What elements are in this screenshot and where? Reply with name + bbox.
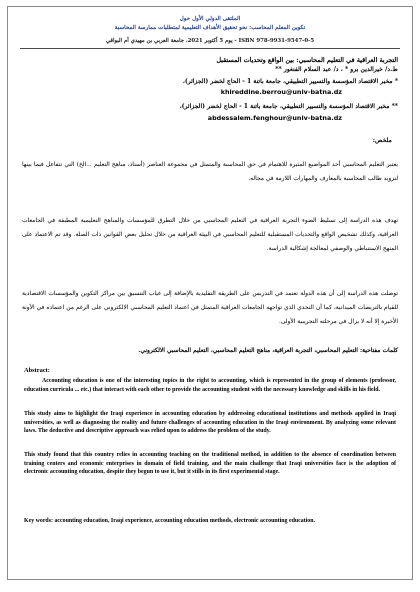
paper-authors: ط.د/ خيرالدين برو * ، د/ عبد السلام الفنغور ** bbox=[275, 66, 398, 73]
english-abstract-heading: Abstract: bbox=[24, 367, 50, 374]
author2-affiliation: ** مخبر الاقتصاد المؤسسة والتسيير التطبيقي، جامعة باتنة 1 - الحاج لخضر (الجزائر)، bbox=[179, 103, 398, 110]
conference-date-isbn: يوم 5 أكتوبر 2021، جامعة العربي بن مهيدي أم البواقي - ISBN 978-9931-9547-0-5 bbox=[105, 38, 315, 44]
arabic-abstract-paragraph: تهدف هذه الدراسة إلى تسليط الضوء التجربة العراقية في التعليم المحاسبي من خلال التطرق للمؤسسات والمناهج التعليمية المطبقة في الجامعات العراقية، وكذلك تشخيص الواقع والتحديات المستقبلية للتعليم المحاسبي في البيئة العراقية من خلال تحليل بعض القوانين ذات الصلة. وقد تم الاعتماد على المنهج الاستنباطي والوصفي لمعالجة إشكالية الدراسة. bbox=[22, 218, 398, 252]
author1-affiliation: * مخبر الاقتصاد المؤسسة والتسيير التطبيقي، جامعة باتنة 1 - الحاج لخضر (الجزائر)، bbox=[182, 78, 398, 85]
english-abstract-paragraph: This study aims to highlight the Iraqi experience in accounting education by addressing educational institutions and methods applied in Iraqi universities, as well as diagnosing the reality and future challenges of accounting education in the Iraqi environment. By analyzing some relevant laws. The deductive and descriptive approach was relied upon to address the problem of the study. bbox=[24, 411, 396, 434]
english-keywords-label: Key words: bbox=[24, 518, 53, 524]
document-page bbox=[7, 6, 413, 580]
author2-email: abdessalem.fenghour@univ-batna.dz bbox=[207, 114, 342, 122]
english-keywords bbox=[24, 517, 396, 526]
conference-name-line1: الملتقى الدولي الأول حول bbox=[179, 16, 241, 22]
english-keywords-text: accounting education, Iraqi experience, accounting education methods, electronic accounting education. bbox=[54, 518, 315, 524]
arabic-abstract-paragraph: توصلت هذه الدراسة إلى أن هذه الدولة تعتمد في التدريس على الطريقة التقليدية بالإضافة إلى غياب التنسيق بين مراكز التكوين والمؤسسات الاقتصادية للقيام بالتربصات الميدانية، كما أن التحدي الذي تواجهه الجامعات العراقية المتمثل في اعتماد التعليم المحاسبي الالكتروني على الرغم من اعتماده في الآونة الأخيرة إلا أنه لا يزال في مرحلته التجريبية الأولى. bbox=[22, 291, 398, 325]
header-divider bbox=[20, 48, 400, 49]
arabic-abstract-heading: ملخص: bbox=[372, 137, 392, 144]
english-abstract-paragraph: Accounting education is one of the interesting topics in the right to accounting, which is represented in the group of elements (professor, education curricula ... etc.) that interact with each other to provide the accounting student with the necessary knowledge and skills in his field. bbox=[24, 378, 396, 393]
author1-email: khireddine.berrou@univ-batna.dz bbox=[220, 88, 342, 96]
english-abstract-paragraph: This study found that this country relies in accounting teaching on the traditional method, in addition to the absence of coordination between training centers and economic enterprises in domain of field training, and the main challenge that Iraqi universities face is the adoption of electronic accounting education, despite they begun to use it, but it stills in its first experimental stage. bbox=[24, 452, 396, 475]
arabic-abstract-paragraph: يعتبر التعليم المحاسبي أحد المواضيع المثيرة للاهتمام في حق المحاسبة والمتمثل في مجموعة العناصر (أستاذ، مناهج التعليم ...الخ) التي تتفاعل فيما بينها لتزويد طالب المحاسبة بالمعارف والمهارات اللازمة في مجاله. bbox=[22, 162, 398, 182]
arabic-keywords: كلمات مفتاحية: التعليم المحاسبي، التجربة العراقية، مناهج التعليم المحاسبي، التعليم المحاسبي الالكتروني. bbox=[138, 347, 398, 354]
paper-title: التجربة العراقية في التعليم المحاسبي: بين الواقع وتحديات المستقبل bbox=[216, 56, 398, 64]
conference-name-line2: تكوين المعلم المحاسب: نحو تحقيق الأهداف التعليمية لمتطلبات ممارسة المحاسبة bbox=[114, 25, 306, 31]
